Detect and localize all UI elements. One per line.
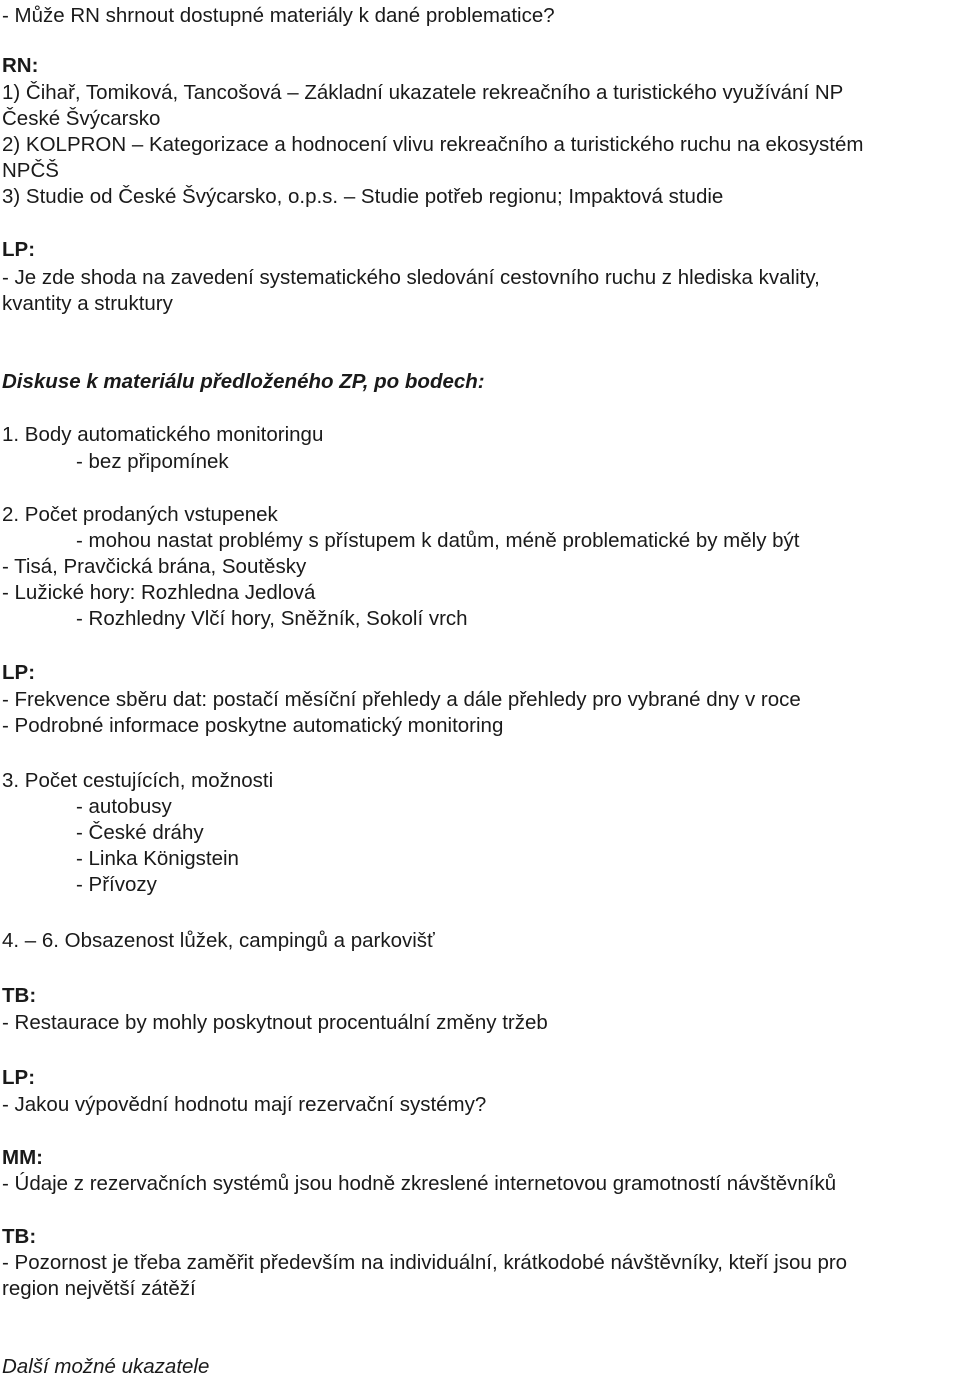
intro-question: - Může RN shrnout dostupné materiály k dané problematice? (2, 4, 555, 27)
mm-line: - Údaje z rezervačních systémů jsou hodně zkreslené internetovou gramotností návštěvníků (2, 1172, 837, 1195)
point-2-note: - mohou nastat problémy s přístupem k datům, méně problematické by měly být (76, 529, 800, 552)
rn-item: 2) KOLPRON – Kategorizace a hodnocení vlivu rekreačního a turistického ruchu na ekosystém (2, 133, 864, 156)
tb-line: region největší zátěží (2, 1277, 196, 1300)
lp-line: kvantity a struktury (2, 292, 173, 315)
rn-item: 3) Studie od České Švýcarsko, o.p.s. – Studie potřeb regionu; Impaktová studie (2, 185, 724, 208)
discussion-heading: Diskuse k materiálu předloženého ZP, po bodech: (2, 370, 485, 393)
speaker-tb-label: TB: (2, 1225, 37, 1248)
point-4-6-title: 4. – 6. Obsazenost lůžek, campingů a parkovišť (2, 929, 435, 952)
further-indicators-heading: Další možné ukazatele (2, 1355, 210, 1378)
point-3-item: - Přívozy (76, 873, 157, 896)
speaker-rn-label: RN: (2, 54, 39, 77)
lp-line: - Frekvence sběru dat: postačí měsíční přehledy a dále přehledy pro vybrané dny v roce (2, 688, 801, 711)
speaker-lp-label: LP: (2, 238, 36, 261)
lp-line: - Jakou výpovědní hodnotu mají rezervační systémy? (2, 1093, 487, 1116)
rn-item: České Švýcarsko (2, 107, 161, 130)
tb-line: - Pozornost je třeba zaměřit především na individuální, krátkodobé návštěvníky, kteří jsou pro (2, 1251, 848, 1274)
point-2-item: - Tisá, Pravčická brána, Soutěsky (2, 555, 307, 578)
point-3-item: - Linka Königstein (76, 847, 239, 870)
point-2-title: 2. Počet prodaných vstupenek (2, 503, 278, 526)
speaker-lp-label: LP: (2, 1066, 36, 1089)
point-1-title: 1. Body automatického monitoringu (2, 423, 324, 446)
lp-line: - Podrobné informace poskytne automatický monitoring (2, 714, 504, 737)
tb-line: - Restaurace by mohly poskytnout procentuální změny tržeb (2, 1011, 548, 1034)
point-2-item: - Lužické hory: Rozhledna Jedlová (2, 581, 316, 604)
point-3-item: - České dráhy (76, 821, 204, 844)
speaker-mm-label: MM: (2, 1146, 43, 1169)
speaker-tb-label: TB: (2, 984, 37, 1007)
point-3-item: - autobusy (76, 795, 172, 818)
speaker-lp-label: LP: (2, 661, 36, 684)
lp-line: - Je zde shoda na zavedení systematického sledování cestovního ruchu z hlediska kvality, (2, 266, 820, 289)
rn-item: NPČŠ (2, 159, 59, 182)
point-1-note: - bez připomínek (76, 450, 229, 473)
rn-item: 1) Čihař, Tomiková, Tancošová – Základní ukazatele rekreačního a turistického využívání NP (2, 81, 844, 104)
point-3-title: 3. Počet cestujících, možnosti (2, 769, 274, 792)
point-2-item: - Rozhledny Vlčí hory, Sněžník, Sokolí vrch (76, 607, 468, 630)
